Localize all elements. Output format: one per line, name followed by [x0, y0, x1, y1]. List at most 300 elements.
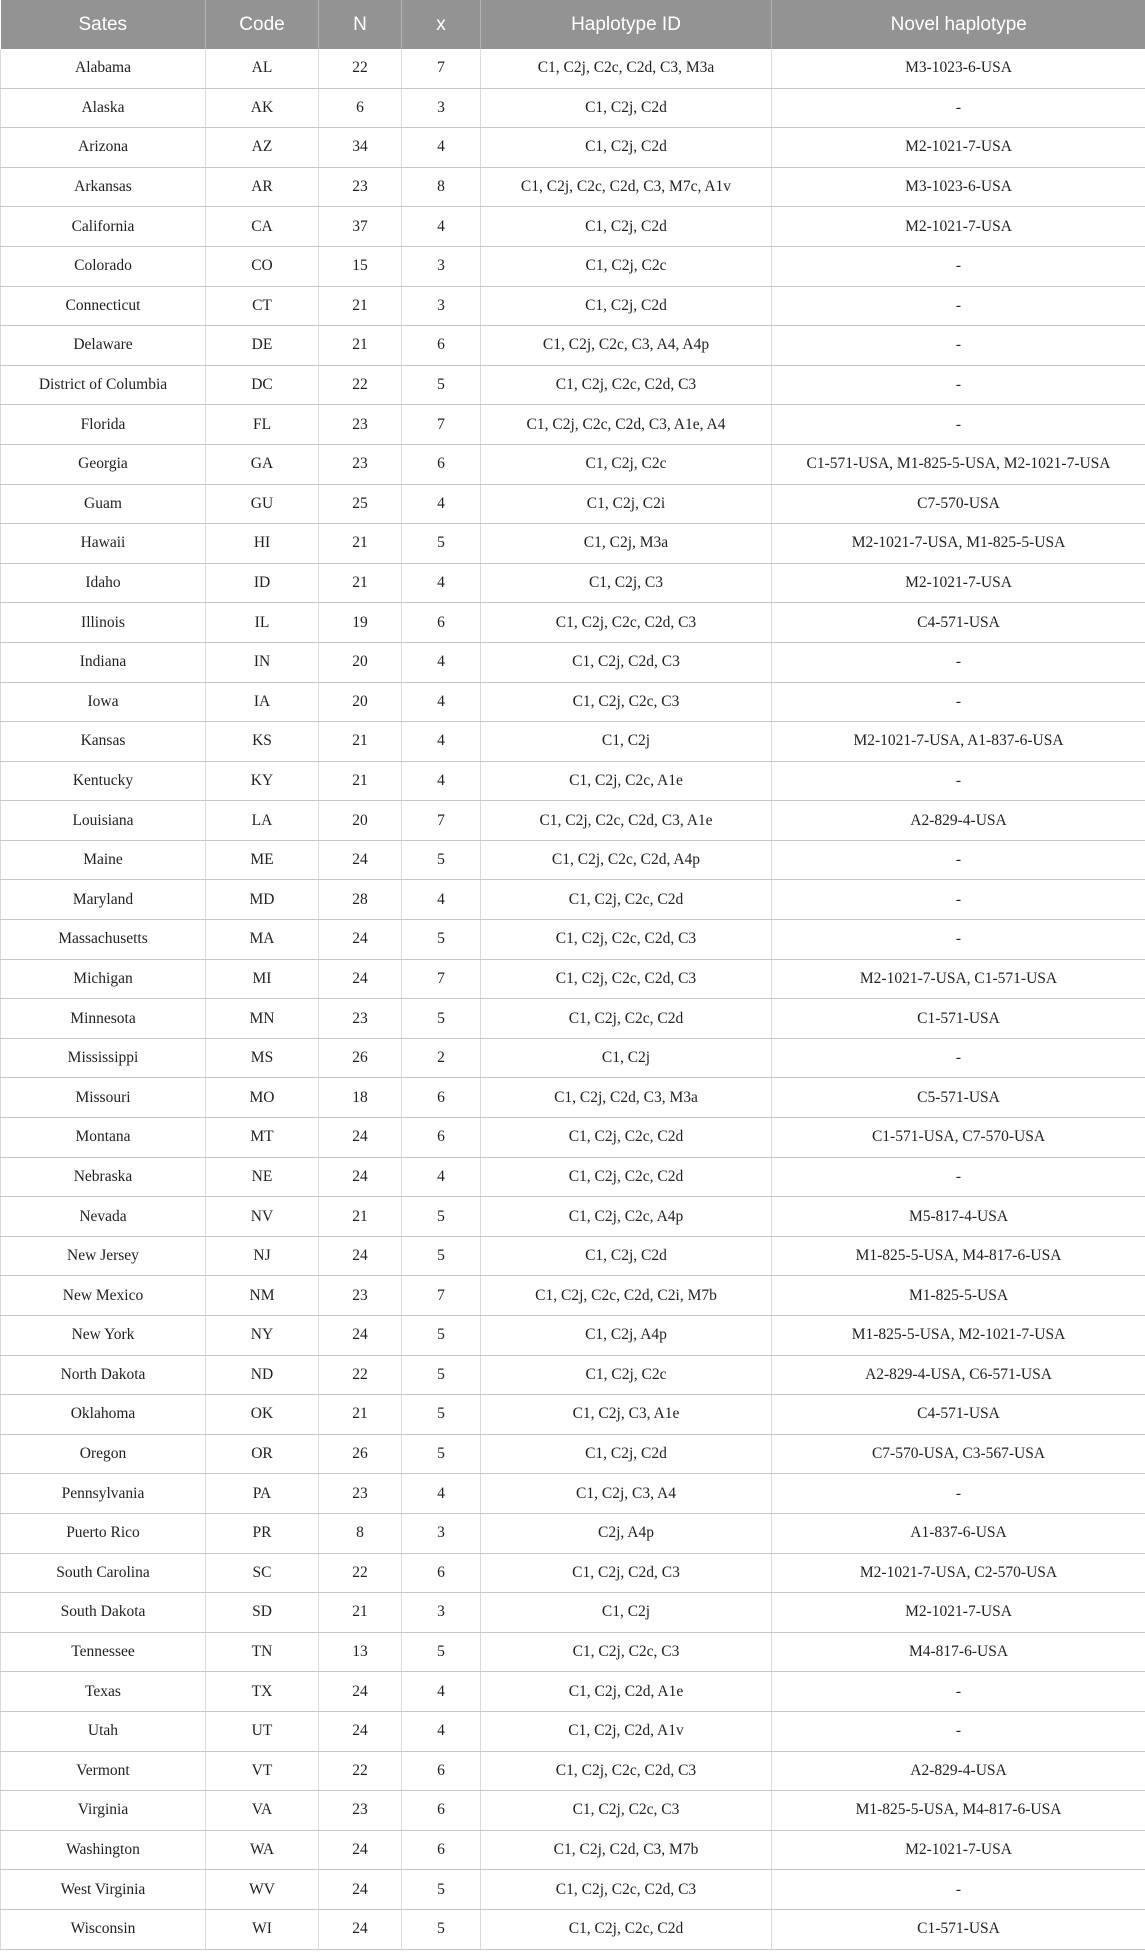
table-row — [1, 1157, 1145, 1197]
table-row — [1, 1197, 1145, 1237]
cell-n: 22 — [319, 1553, 402, 1593]
cell-x: 7 — [402, 959, 481, 999]
table-row — [1, 642, 1145, 682]
cell-code: HI — [206, 524, 319, 564]
cell-x: 4 — [402, 128, 481, 168]
cell-n: 24 — [319, 1870, 402, 1910]
cell-state: Alabama — [1, 49, 206, 88]
cell-n: 24 — [319, 1711, 402, 1751]
cell-novel-haplotype: - — [772, 1474, 1145, 1514]
table-row — [1, 167, 1145, 207]
cell-code: OR — [206, 1434, 319, 1474]
cell-n: 24 — [319, 1236, 402, 1276]
cell-novel-haplotype: C4-571-USA — [772, 1395, 1145, 1435]
cell-novel-haplotype: - — [772, 1711, 1145, 1751]
cell-code: AL — [206, 49, 319, 88]
cell-haplotype-id: C1, C2j, C2c, C2d, A4p — [481, 840, 772, 880]
cell-novel-haplotype: C5-571-USA — [772, 1078, 1145, 1118]
cell-state: Georgia — [1, 444, 206, 484]
cell-code: DE — [206, 326, 319, 366]
cell-novel-haplotype: M1-825-5-USA, M4-817-6-USA — [772, 1236, 1145, 1276]
table-row — [1, 49, 1145, 88]
cell-code: DC — [206, 365, 319, 405]
table-row — [1, 1078, 1145, 1118]
cell-n: 22 — [319, 49, 402, 88]
cell-state: New Jersey — [1, 1236, 206, 1276]
cell-n: 19 — [319, 603, 402, 643]
cell-novel-haplotype: C7-570-USA, C3-567-USA — [772, 1434, 1145, 1474]
cell-code: SD — [206, 1593, 319, 1633]
cell-haplotype-id: C1, C2j — [481, 1593, 772, 1633]
table-row — [1, 563, 1145, 603]
cell-haplotype-id: C1, C2j, C2d — [481, 286, 772, 326]
cell-code: UT — [206, 1711, 319, 1751]
cell-n: 21 — [319, 286, 402, 326]
cell-state: Washington — [1, 1830, 206, 1870]
cell-n: 20 — [319, 642, 402, 682]
table-row — [1, 840, 1145, 880]
cell-code: WA — [206, 1830, 319, 1870]
cell-n: 24 — [319, 1157, 402, 1197]
cell-state: District of Columbia — [1, 365, 206, 405]
header-states: Sates — [1, 0, 206, 49]
cell-state: Virginia — [1, 1791, 206, 1831]
cell-code: CT — [206, 286, 319, 326]
table-row — [1, 801, 1145, 841]
cell-state: New York — [1, 1316, 206, 1356]
cell-state: Florida — [1, 405, 206, 445]
cell-haplotype-id: C1, C2j, C2c, C2d, C3 — [481, 603, 772, 643]
cell-code: KS — [206, 722, 319, 762]
cell-code: MS — [206, 1038, 319, 1078]
cell-x: 5 — [402, 1909, 481, 1949]
cell-x: 3 — [402, 1593, 481, 1633]
header-n: N — [319, 0, 402, 49]
cell-x: 4 — [402, 1711, 481, 1751]
header-row — [1, 0, 1145, 49]
cell-haplotype-id: C1, C2j, C2c, A1e — [481, 761, 772, 801]
cell-haplotype-id: C1, C2j, C2c, C2d, C3, M3a — [481, 49, 772, 88]
cell-novel-haplotype: M2-1021-7-USA — [772, 1593, 1145, 1633]
cell-novel-haplotype: - — [772, 1870, 1145, 1910]
cell-x: 5 — [402, 920, 481, 960]
table-row — [1, 1316, 1145, 1356]
cell-n: 21 — [319, 1197, 402, 1237]
table-row — [1, 920, 1145, 960]
table-row — [1, 405, 1145, 445]
cell-n: 21 — [319, 761, 402, 801]
cell-haplotype-id: C1, C2j, C2c, C2d, C2i, M7b — [481, 1276, 772, 1316]
table-row — [1, 1593, 1145, 1633]
table-row — [1, 603, 1145, 643]
cell-n: 37 — [319, 207, 402, 247]
table-row — [1, 88, 1145, 128]
cell-n: 24 — [319, 1316, 402, 1356]
cell-haplotype-id: C1, C2j, C2c, C3 — [481, 1632, 772, 1672]
table-row — [1, 326, 1145, 366]
cell-state: Tennessee — [1, 1632, 206, 1672]
cell-code: NM — [206, 1276, 319, 1316]
table-row — [1, 365, 1145, 405]
cell-novel-haplotype: M2-1021-7-USA, M1-825-5-USA — [772, 524, 1145, 564]
cell-code: MO — [206, 1078, 319, 1118]
cell-state: Connecticut — [1, 286, 206, 326]
table-row — [1, 761, 1145, 801]
cell-code: TX — [206, 1672, 319, 1712]
table-row — [1, 1236, 1145, 1276]
cell-state: Idaho — [1, 563, 206, 603]
table-row — [1, 722, 1145, 762]
cell-state: Oregon — [1, 1434, 206, 1474]
cell-x: 3 — [402, 246, 481, 286]
cell-code: ND — [206, 1355, 319, 1395]
table-row — [1, 1672, 1145, 1712]
cell-novel-haplotype: - — [772, 88, 1145, 128]
cell-novel-haplotype: M3-1023-6-USA — [772, 49, 1145, 88]
table-row — [1, 880, 1145, 920]
cell-x: 3 — [402, 286, 481, 326]
cell-x: 7 — [402, 1276, 481, 1316]
cell-novel-haplotype: C1-571-USA — [772, 1909, 1145, 1949]
cell-code: MT — [206, 1118, 319, 1158]
cell-x: 7 — [402, 405, 481, 445]
cell-haplotype-id: C1, C2j, C2i — [481, 484, 772, 524]
cell-n: 26 — [319, 1038, 402, 1078]
cell-code: AK — [206, 88, 319, 128]
cell-n: 25 — [319, 484, 402, 524]
cell-n: 20 — [319, 682, 402, 722]
cell-haplotype-id: C1, C2j, C2c, C2d — [481, 880, 772, 920]
table-row — [1, 999, 1145, 1039]
cell-haplotype-id: C1, C2j — [481, 722, 772, 762]
table-row — [1, 1632, 1145, 1672]
cell-code: GU — [206, 484, 319, 524]
cell-x: 6 — [402, 444, 481, 484]
cell-n: 23 — [319, 405, 402, 445]
cell-n: 24 — [319, 920, 402, 960]
cell-code: VA — [206, 1791, 319, 1831]
cell-x: 5 — [402, 1236, 481, 1276]
cell-haplotype-id: C1, C2j, M3a — [481, 524, 772, 564]
cell-state: Wisconsin — [1, 1909, 206, 1949]
cell-n: 23 — [319, 1474, 402, 1514]
cell-novel-haplotype: M2-1021-7-USA — [772, 1830, 1145, 1870]
cell-n: 18 — [319, 1078, 402, 1118]
cell-state: Vermont — [1, 1751, 206, 1791]
cell-n: 24 — [319, 1118, 402, 1158]
table-row — [1, 1553, 1145, 1593]
cell-x: 6 — [402, 1553, 481, 1593]
cell-code: SC — [206, 1553, 319, 1593]
cell-code: PA — [206, 1474, 319, 1514]
cell-x: 6 — [402, 1751, 481, 1791]
cell-haplotype-id: C1, C2j, C2c, C2d, C3, A1e, A4 — [481, 405, 772, 445]
cell-n: 24 — [319, 840, 402, 880]
cell-haplotype-id: C1, C2j, A4p — [481, 1316, 772, 1356]
cell-n: 34 — [319, 128, 402, 168]
cell-x: 4 — [402, 563, 481, 603]
cell-code: WI — [206, 1909, 319, 1949]
cell-x: 6 — [402, 1118, 481, 1158]
cell-novel-haplotype: M1-825-5-USA, M4-817-6-USA — [772, 1791, 1145, 1831]
table-row — [1, 1434, 1145, 1474]
cell-code: OK — [206, 1395, 319, 1435]
cell-novel-haplotype: M1-825-5-USA, M2-1021-7-USA — [772, 1316, 1145, 1356]
cell-code: NV — [206, 1197, 319, 1237]
header-code: Code — [206, 0, 319, 49]
cell-haplotype-id: C1, C2j, C3, A4 — [481, 1474, 772, 1514]
cell-haplotype-id: C1, C2j, C2c, C2d, C3 — [481, 920, 772, 960]
cell-n: 22 — [319, 365, 402, 405]
cell-x: 6 — [402, 1078, 481, 1118]
cell-code: ID — [206, 563, 319, 603]
cell-n: 21 — [319, 524, 402, 564]
cell-haplotype-id: C1, C2j, C2c, C2d — [481, 1909, 772, 1949]
cell-x: 5 — [402, 999, 481, 1039]
cell-x: 5 — [402, 1395, 481, 1435]
cell-novel-haplotype: M1-825-5-USA — [772, 1276, 1145, 1316]
cell-code: WV — [206, 1870, 319, 1910]
cell-novel-haplotype: C1-571-USA, M1-825-5-USA, M2-1021-7-USA — [772, 444, 1145, 484]
cell-x: 4 — [402, 1474, 481, 1514]
cell-haplotype-id: C1, C2j, C2d, C3, M7b — [481, 1830, 772, 1870]
cell-novel-haplotype: A1-837-6-USA — [772, 1513, 1145, 1553]
cell-state: Hawaii — [1, 524, 206, 564]
cell-x: 7 — [402, 801, 481, 841]
cell-state: South Carolina — [1, 1553, 206, 1593]
cell-novel-haplotype: C1-571-USA — [772, 999, 1145, 1039]
table-row — [1, 1276, 1145, 1316]
cell-haplotype-id: C1, C2j, C2c — [481, 246, 772, 286]
cell-haplotype-id: C1, C2j — [481, 1038, 772, 1078]
cell-novel-haplotype: - — [772, 920, 1145, 960]
table-body — [1, 49, 1145, 1949]
cell-novel-haplotype: - — [772, 326, 1145, 366]
cell-n: 13 — [319, 1632, 402, 1672]
cell-novel-haplotype: C7-570-USA — [772, 484, 1145, 524]
cell-state: Pennsylvania — [1, 1474, 206, 1514]
cell-state: California — [1, 207, 206, 247]
table-row — [1, 1118, 1145, 1158]
cell-code: NJ — [206, 1236, 319, 1276]
cell-state: Colorado — [1, 246, 206, 286]
cell-haplotype-id: C1, C2j, C2d, C3, M3a — [481, 1078, 772, 1118]
cell-x: 4 — [402, 682, 481, 722]
cell-code: MA — [206, 920, 319, 960]
header-haplotype-id: Haplotype ID — [481, 0, 772, 49]
cell-x: 4 — [402, 1157, 481, 1197]
table-row — [1, 1513, 1145, 1553]
cell-state: Arkansas — [1, 167, 206, 207]
cell-haplotype-id: C1, C2j, C2c, C2d, C3, A1e — [481, 801, 772, 841]
cell-haplotype-id: C1, C2j, C2c, C2d — [481, 999, 772, 1039]
cell-novel-haplotype: - — [772, 682, 1145, 722]
cell-novel-haplotype: - — [772, 642, 1145, 682]
cell-n: 22 — [319, 1355, 402, 1395]
cell-novel-haplotype: - — [772, 246, 1145, 286]
cell-x: 3 — [402, 88, 481, 128]
cell-code: AR — [206, 167, 319, 207]
cell-novel-haplotype: A2-829-4-USA, C6-571-USA — [772, 1355, 1145, 1395]
cell-haplotype-id: C1, C2j, C2c — [481, 444, 772, 484]
cell-x: 5 — [402, 1632, 481, 1672]
cell-n: 21 — [319, 1395, 402, 1435]
table-row — [1, 484, 1145, 524]
cell-n: 24 — [319, 959, 402, 999]
cell-code: IL — [206, 603, 319, 643]
cell-n: 21 — [319, 563, 402, 603]
cell-x: 6 — [402, 1791, 481, 1831]
cell-n: 15 — [319, 246, 402, 286]
cell-x: 3 — [402, 1513, 481, 1553]
cell-n: 21 — [319, 1593, 402, 1633]
cell-x: 4 — [402, 880, 481, 920]
cell-n: 20 — [319, 801, 402, 841]
cell-n: 23 — [319, 167, 402, 207]
cell-state: New Mexico — [1, 1276, 206, 1316]
cell-code: IA — [206, 682, 319, 722]
cell-code: NY — [206, 1316, 319, 1356]
cell-state: Massachusetts — [1, 920, 206, 960]
cell-novel-haplotype: A2-829-4-USA — [772, 1751, 1145, 1791]
cell-n: 23 — [319, 444, 402, 484]
cell-state: Illinois — [1, 603, 206, 643]
cell-haplotype-id: C1, C2j, C2d — [481, 207, 772, 247]
cell-state: Maine — [1, 840, 206, 880]
cell-novel-haplotype: M3-1023-6-USA — [772, 167, 1145, 207]
cell-state: Utah — [1, 1711, 206, 1751]
cell-n: 23 — [319, 1791, 402, 1831]
cell-x: 4 — [402, 761, 481, 801]
cell-x: 5 — [402, 1197, 481, 1237]
cell-novel-haplotype: - — [772, 880, 1145, 920]
cell-x: 4 — [402, 484, 481, 524]
cell-n: 6 — [319, 88, 402, 128]
cell-code: FL — [206, 405, 319, 445]
cell-state: Delaware — [1, 326, 206, 366]
cell-novel-haplotype: - — [772, 405, 1145, 445]
cell-n: 24 — [319, 1830, 402, 1870]
cell-haplotype-id: C1, C2j, C3, A1e — [481, 1395, 772, 1435]
cell-state: Iowa — [1, 682, 206, 722]
cell-x: 4 — [402, 207, 481, 247]
table-row — [1, 246, 1145, 286]
cell-x: 5 — [402, 524, 481, 564]
table-row — [1, 1355, 1145, 1395]
table-row — [1, 286, 1145, 326]
cell-code: MI — [206, 959, 319, 999]
cell-novel-haplotype: M4-817-6-USA — [772, 1632, 1145, 1672]
cell-novel-haplotype: M2-1021-7-USA, C1-571-USA — [772, 959, 1145, 999]
cell-haplotype-id: C2j, A4p — [481, 1513, 772, 1553]
cell-x: 5 — [402, 1870, 481, 1910]
table-row — [1, 1395, 1145, 1435]
cell-x: 4 — [402, 642, 481, 682]
cell-state: Guam — [1, 484, 206, 524]
cell-haplotype-id: C1, C2j, C3 — [481, 563, 772, 603]
cell-novel-haplotype: - — [772, 1038, 1145, 1078]
cell-haplotype-id: C1, C2j, C2c, C2d — [481, 1118, 772, 1158]
cell-haplotype-id: C1, C2j, C2c, C2d — [481, 1157, 772, 1197]
cell-state: South Dakota — [1, 1593, 206, 1633]
cell-x: 4 — [402, 722, 481, 762]
cell-x: 5 — [402, 1316, 481, 1356]
table-row — [1, 1791, 1145, 1831]
cell-haplotype-id: C1, C2j, C2c, C3 — [481, 682, 772, 722]
cell-x: 4 — [402, 1672, 481, 1712]
cell-state: Indiana — [1, 642, 206, 682]
cell-state: Montana — [1, 1118, 206, 1158]
cell-haplotype-id: C1, C2j, C2c, C2d, C3 — [481, 1870, 772, 1910]
table-header — [1, 0, 1145, 49]
cell-code: GA — [206, 444, 319, 484]
cell-n: 22 — [319, 1751, 402, 1791]
cell-code: KY — [206, 761, 319, 801]
cell-haplotype-id: C1, C2j, C2c, A4p — [481, 1197, 772, 1237]
cell-haplotype-id: C1, C2j, C2d, C3 — [481, 1553, 772, 1593]
cell-haplotype-id: C1, C2j, C2d — [481, 128, 772, 168]
cell-novel-haplotype: - — [772, 1672, 1145, 1712]
cell-x: 2 — [402, 1038, 481, 1078]
table-row — [1, 1038, 1145, 1078]
cell-novel-haplotype: C4-571-USA — [772, 603, 1145, 643]
cell-novel-haplotype: - — [772, 365, 1145, 405]
table-row — [1, 444, 1145, 484]
cell-novel-haplotype: M5-817-4-USA — [772, 1197, 1145, 1237]
cell-state: Missouri — [1, 1078, 206, 1118]
table-row — [1, 1909, 1145, 1949]
cell-code: VT — [206, 1751, 319, 1791]
cell-code: IN — [206, 642, 319, 682]
cell-x: 5 — [402, 840, 481, 880]
cell-x: 5 — [402, 365, 481, 405]
cell-state: Mississippi — [1, 1038, 206, 1078]
cell-novel-haplotype: - — [772, 286, 1145, 326]
cell-state: Alaska — [1, 88, 206, 128]
table-row — [1, 1751, 1145, 1791]
cell-n: 24 — [319, 1909, 402, 1949]
cell-haplotype-id: C1, C2j, C2c, C3, A4, A4p — [481, 326, 772, 366]
cell-state: Arizona — [1, 128, 206, 168]
cell-haplotype-id: C1, C2j, C2c, C2d, C3 — [481, 1751, 772, 1791]
table-row — [1, 1870, 1145, 1910]
cell-x: 8 — [402, 167, 481, 207]
cell-code: MD — [206, 880, 319, 920]
cell-haplotype-id: C1, C2j, C2d, A1e — [481, 1672, 772, 1712]
cell-novel-haplotype: M2-1021-7-USA, A1-837-6-USA — [772, 722, 1145, 762]
cell-state: Louisiana — [1, 801, 206, 841]
cell-code: PR — [206, 1513, 319, 1553]
cell-n: 8 — [319, 1513, 402, 1553]
cell-state: Minnesota — [1, 999, 206, 1039]
cell-x: 5 — [402, 1434, 481, 1474]
cell-haplotype-id: C1, C2j, C2c, C3 — [481, 1791, 772, 1831]
cell-n: 21 — [319, 722, 402, 762]
cell-novel-haplotype: M2-1021-7-USA — [772, 563, 1145, 603]
cell-haplotype-id: C1, C2j, C2d, A1v — [481, 1711, 772, 1751]
cell-state: Oklahoma — [1, 1395, 206, 1435]
table-row — [1, 207, 1145, 247]
cell-haplotype-id: C1, C2j, C2d — [481, 1434, 772, 1474]
cell-x: 5 — [402, 1355, 481, 1395]
cell-state: Texas — [1, 1672, 206, 1712]
cell-haplotype-id: C1, C2j, C2c, C2d, C3 — [481, 959, 772, 999]
cell-haplotype-id: C1, C2j, C2c, C2d, C3 — [481, 365, 772, 405]
cell-code: LA — [206, 801, 319, 841]
cell-state: Maryland — [1, 880, 206, 920]
cell-code: NE — [206, 1157, 319, 1197]
cell-haplotype-id: C1, C2j, C2c, C2d, C3, M7c, A1v — [481, 167, 772, 207]
